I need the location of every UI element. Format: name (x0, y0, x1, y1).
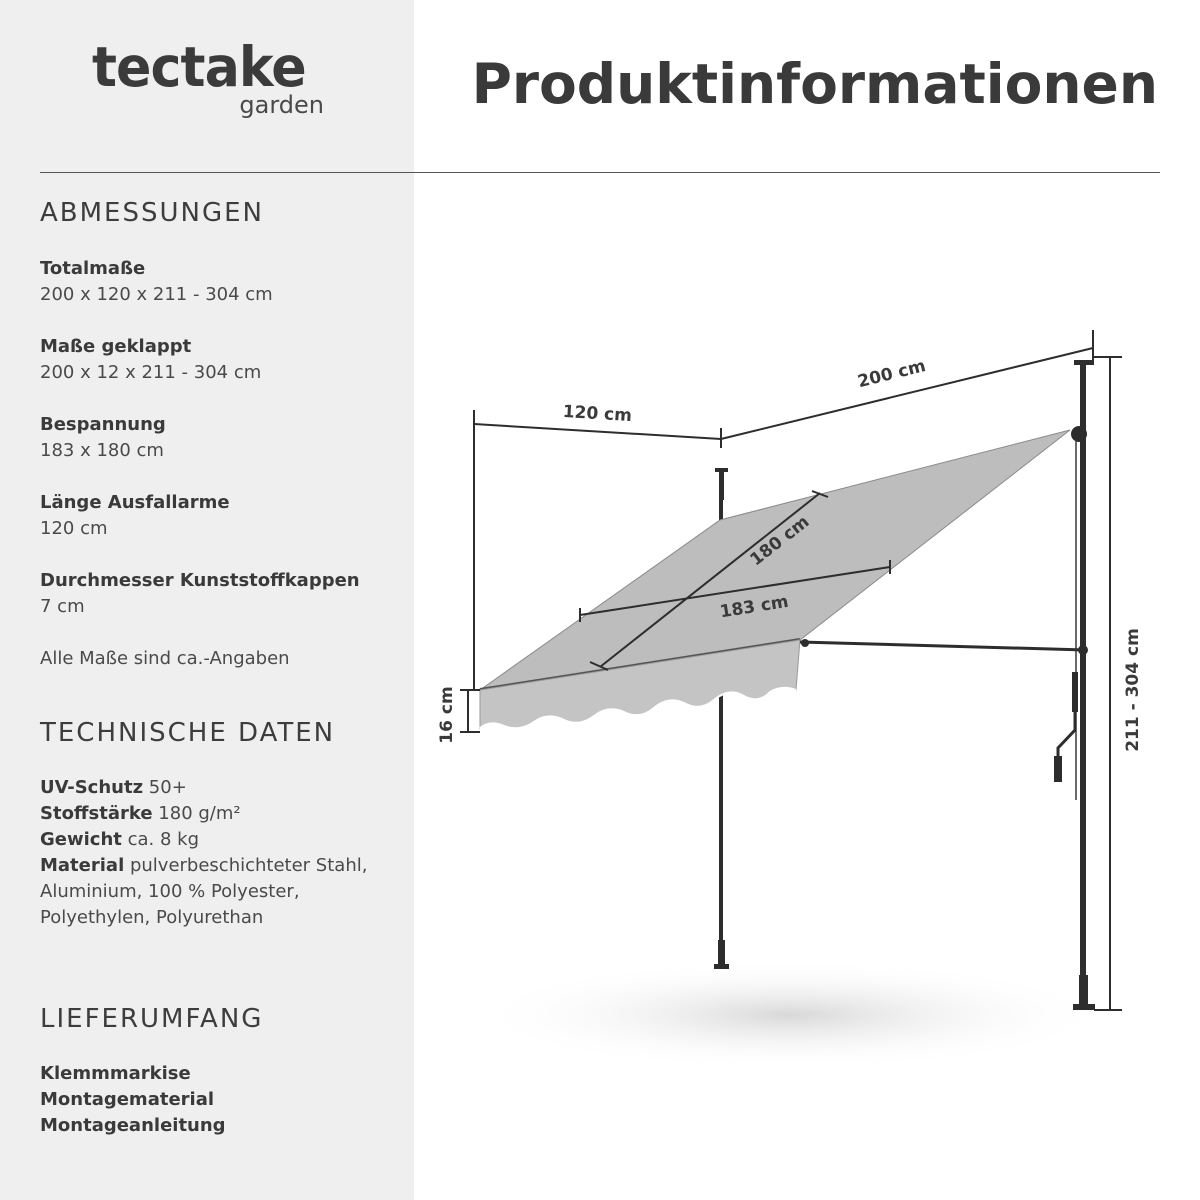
tech-value: pulverbeschichteter Stahl, Aluminium, 100 % Polyester, Polyethylen, Polyurethan (40, 855, 368, 928)
spec-label: Bespannung (40, 414, 166, 435)
spec-label: Länge Ausfallarme (40, 492, 230, 513)
dim-label-height: 211 - 304 cm (1123, 628, 1143, 752)
ground-shadow (470, 960, 1110, 1070)
tech-value: 50+ (148, 777, 187, 798)
spec-bespannung (40, 412, 400, 464)
spec-value: 200 x 12 x 211 - 304 cm (40, 362, 262, 383)
scope-list (40, 1061, 226, 1139)
dim-label-16: 16 cm (437, 686, 457, 744)
brand-sub: garden (239, 91, 324, 119)
tech-data-block (40, 775, 380, 931)
support-arm (800, 642, 1086, 650)
brand-logo (92, 35, 324, 119)
dim-label-120: 120 cm (562, 401, 633, 427)
section-heading-lieferumfang: LIEFERUMFANG (40, 1004, 264, 1034)
spec-value: 183 x 180 cm (40, 440, 164, 461)
awning-diagram (414, 180, 1200, 1200)
header-divider (40, 172, 1160, 173)
brand-name: tectake (92, 35, 306, 99)
tech-label: Gewicht (40, 829, 122, 850)
dim-label-183: 183 cm (718, 591, 790, 623)
spec-value: 7 cm (40, 596, 85, 617)
dim-label-180: 180 cm (746, 511, 814, 571)
spec-note: Alle Maße sind ca.-Angaben (40, 648, 290, 669)
scope-item: Klemmmarkise (40, 1063, 191, 1084)
tech-value: ca. 8 kg (127, 829, 200, 850)
tech-label: Stoffstärke (40, 803, 153, 824)
spec-value: 120 cm (40, 518, 108, 539)
spec-masse-geklappt (40, 334, 400, 386)
page-title: Produktinformationen (471, 52, 1158, 116)
right-pole (1054, 360, 1095, 1010)
spec-value: 200 x 120 x 211 - 304 cm (40, 284, 273, 305)
section-heading-abmessungen: ABMESSUNGEN (40, 198, 264, 228)
spec-totalmasse (40, 256, 400, 308)
spec-label: Totalmaße (40, 258, 146, 279)
tech-label: UV-Schutz (40, 777, 144, 798)
spec-durchmesser-kappen (40, 568, 400, 620)
dim-label-200: 200 cm (855, 356, 928, 393)
scope-item: Montagematerial (40, 1089, 215, 1110)
spec-label: Durchmesser Kunststoffkappen (40, 570, 360, 591)
spec-laenge-ausfallarme (40, 490, 400, 542)
tech-label: Material (40, 855, 125, 876)
tech-value: 180 g/m² (158, 803, 241, 824)
section-heading-technische-daten: TECHNISCHE DATEN (40, 718, 336, 748)
spec-label: Maße geklappt (40, 336, 192, 357)
scope-item: Montageanleitung (40, 1115, 226, 1136)
